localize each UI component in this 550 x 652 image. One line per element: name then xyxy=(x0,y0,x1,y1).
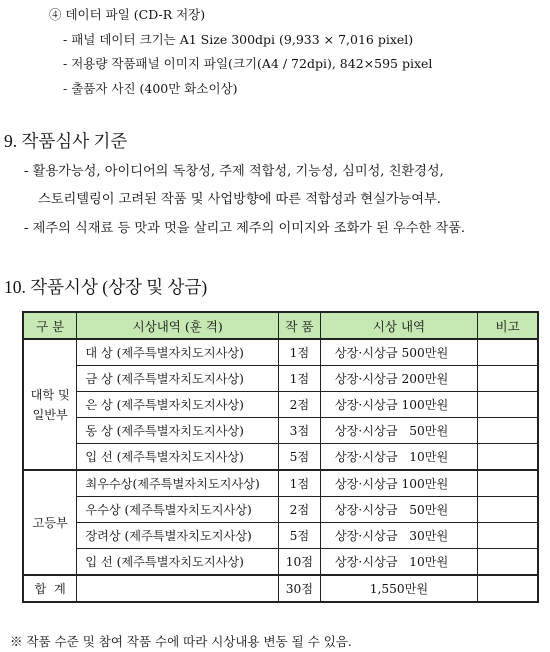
award-name: 은 상 (제주특별자치도지사상) xyxy=(77,392,279,418)
award-prize: 상장·시상금 30만원 xyxy=(320,523,477,549)
header-category: 구 분 xyxy=(23,312,77,339)
group-high-school: 고등부 xyxy=(23,470,77,575)
award-prize: 상장·시상금 10만원 xyxy=(320,549,477,576)
award-count: 2점 xyxy=(278,497,320,523)
award-prize: 상장·시상금 200만원 xyxy=(320,366,477,392)
award-count: 5점 xyxy=(278,523,320,549)
award-name: 장려상 (제주특별자치도지사상) xyxy=(77,523,279,549)
award-note xyxy=(478,366,538,392)
section-9-title: 9. 작품심사 기준 xyxy=(4,131,128,151)
table-row xyxy=(23,497,538,523)
award-note xyxy=(478,523,538,549)
header-award: 시상내역 (훈 격) xyxy=(77,312,279,339)
data-file-item: - 출품자 사진 (400만 화소이상) xyxy=(63,81,238,96)
table-row xyxy=(23,339,538,366)
award-prize: 상장·시상금 50만원 xyxy=(320,418,477,444)
award-note xyxy=(478,549,538,576)
footnote: ※ 작품 수준 및 참여 작품 수에 따라 시상내용 변동 될 수 있음. xyxy=(10,634,352,649)
award-count: 3점 xyxy=(278,418,320,444)
award-note xyxy=(478,418,538,444)
section-10-title: 10. 작품시상 (상장 및 상금) xyxy=(4,277,208,297)
award-prize: 상장·시상금 100만원 xyxy=(320,470,477,497)
criteria-item-continuation: 스토리텔링이 고려된 작품 및 사업방향에 따른 적합성과 현실가능여부. xyxy=(38,192,441,207)
total-prize: 1,550만원 xyxy=(320,575,477,602)
award-note xyxy=(478,470,538,497)
header-note: 비고 xyxy=(478,312,538,339)
table-total-row xyxy=(23,575,538,602)
table-row xyxy=(23,366,538,392)
table-header-row xyxy=(23,312,538,339)
award-note xyxy=(478,392,538,418)
award-name: 우수상 (제주특별자치도지사상) xyxy=(77,497,279,523)
table-row xyxy=(23,392,538,418)
header-count: 작 품 xyxy=(278,312,320,339)
award-name: 입 선 (제주특별자치도지사상) xyxy=(77,444,279,471)
award-note xyxy=(478,497,538,523)
award-name: 대 상 (제주특별자치도지사상) xyxy=(77,339,279,366)
award-count: 1점 xyxy=(278,366,320,392)
award-name: 동 상 (제주특별자치도지사상) xyxy=(77,418,279,444)
award-prize: 상장·시상금 50만원 xyxy=(320,497,477,523)
table-row xyxy=(23,470,538,497)
table-row xyxy=(23,418,538,444)
award-prize: 상장·시상금 10만원 xyxy=(320,444,477,471)
group-university: 대학 및 일반부 xyxy=(23,339,77,470)
total-label: 합 계 xyxy=(23,575,77,602)
award-count: 2점 xyxy=(278,392,320,418)
award-name: 금 상 (제주특별자치도지사상) xyxy=(77,366,279,392)
data-file-heading: ④ 데이터 파일 (CD-R 저장) xyxy=(49,7,206,22)
award-note xyxy=(478,444,538,471)
award-name: 최우수상(제주특별자치도지사상) xyxy=(77,470,279,497)
data-file-item: - 저용량 작품패널 이미지 파일(크기(A4 / 72dpi), 842×595 pixel xyxy=(63,56,433,71)
award-name: 입 선 (제주특별자치도지사상) xyxy=(77,549,279,576)
award-table xyxy=(22,311,539,603)
award-note xyxy=(478,339,538,366)
table-row xyxy=(23,523,538,549)
award-count: 10점 xyxy=(278,549,320,576)
total-count: 30점 xyxy=(278,575,320,602)
total-note xyxy=(478,575,538,602)
table-row xyxy=(23,549,538,576)
award-prize: 상장·시상금 100만원 xyxy=(320,392,477,418)
award-count: 5점 xyxy=(278,444,320,471)
table-row xyxy=(23,444,538,471)
award-count: 1점 xyxy=(278,339,320,366)
award-count: 1점 xyxy=(278,470,320,497)
award-prize: 상장·시상금 500만원 xyxy=(320,339,477,366)
total-award-empty xyxy=(77,575,279,602)
data-file-item: - 패널 데이터 크기는 A1 Size 300dpi (9,933 × 7,016 pixel) xyxy=(63,32,414,47)
header-prize: 시상 내역 xyxy=(320,312,477,339)
criteria-item: - 제주의 식재료 등 맛과 멋을 살리고 제주의 이미지와 조화가 된 우수한 작품. xyxy=(24,221,466,236)
criteria-item: - 활용가능성, 아이디어의 독창성, 주제 적합성, 기능성, 심미성, 친환경성, xyxy=(24,164,444,179)
